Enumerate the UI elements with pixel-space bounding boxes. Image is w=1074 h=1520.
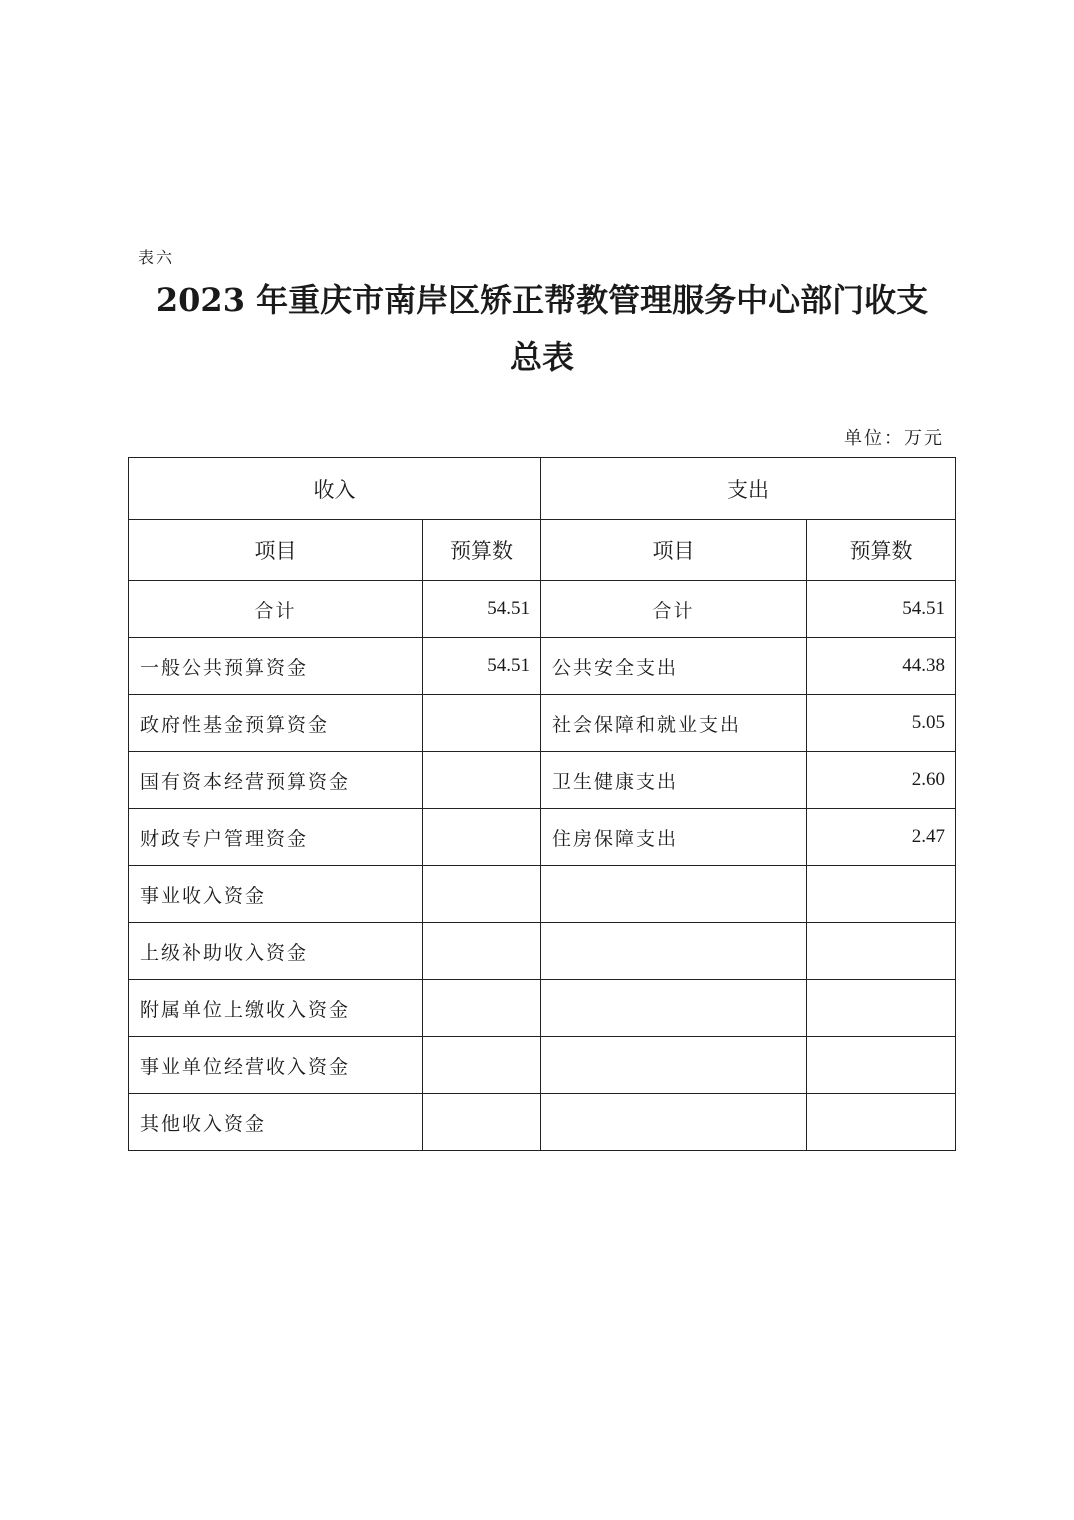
expense-value-cell: 2.60: [807, 752, 956, 809]
expense-value-cell: [807, 1094, 956, 1151]
income-total-label: 合计: [129, 581, 423, 638]
income-item-cell: 国有资本经营预算资金: [129, 752, 423, 809]
expense-item-cell: [541, 980, 807, 1037]
document-title-line2: 总表: [509, 338, 574, 376]
section-header-row: [129, 458, 956, 520]
expense-item-cell: [541, 866, 807, 923]
expense-item-cell: [541, 1037, 807, 1094]
income-item-cell: 附属单位上缴收入资金: [129, 980, 423, 1037]
total-row: [129, 581, 956, 638]
income-budget-column-header: 预算数: [423, 520, 541, 581]
table-row: [129, 1094, 956, 1151]
table-row: [129, 1037, 956, 1094]
income-item-cell: 事业单位经营收入资金: [129, 1037, 423, 1094]
table-label: 表六: [138, 248, 175, 267]
expense-total-value: 54.51: [807, 581, 956, 638]
expense-value-cell: [807, 1037, 956, 1094]
expense-item-cell: [541, 923, 807, 980]
expense-item-column-header: 项目: [541, 520, 807, 581]
income-item-cell: 上级补助收入资金: [129, 923, 423, 980]
expense-item-cell: 公共安全支出: [541, 638, 807, 695]
table-row: [129, 980, 956, 1037]
expense-section-header: 支出: [541, 458, 956, 520]
income-total-value: 54.51: [423, 581, 541, 638]
table-row: [129, 866, 956, 923]
table-row: [129, 752, 956, 809]
expense-budget-column-header: 预算数: [807, 520, 956, 581]
income-value-cell: [423, 695, 541, 752]
income-value-cell: [423, 1094, 541, 1151]
income-item-cell: 其他收入资金: [129, 1094, 423, 1151]
income-value-cell: [423, 980, 541, 1037]
unit-label: 单位：万元: [844, 428, 944, 449]
expense-value-cell: [807, 866, 956, 923]
income-value-cell: [423, 923, 541, 980]
expense-item-cell: 卫生健康支出: [541, 752, 807, 809]
expense-item-cell: [541, 1094, 807, 1151]
table-row: [129, 638, 956, 695]
income-value-cell: [423, 752, 541, 809]
income-item-cell: 财政专户管理资金: [129, 809, 423, 866]
expense-value-cell: 5.05: [807, 695, 956, 752]
budget-summary-table: [128, 457, 956, 1151]
expense-value-cell: [807, 980, 956, 1037]
income-item-cell: 事业收入资金: [129, 866, 423, 923]
table-row: [129, 923, 956, 980]
income-item-cell: 政府性基金预算资金: [129, 695, 423, 752]
expense-item-cell: 社会保障和就业支出: [541, 695, 807, 752]
income-item-cell: 一般公共预算资金: [129, 638, 423, 695]
expense-item-cell: 住房保障支出: [541, 809, 807, 866]
income-item-column-header: 项目: [129, 520, 423, 581]
document-title-line1: 2023 年重庆市南岸区矫正帮教管理服务中心部门收支: [155, 281, 929, 319]
income-value-cell: [423, 1037, 541, 1094]
expense-total-label: 合计: [541, 581, 807, 638]
column-header-row: [129, 520, 956, 581]
income-value-cell: [423, 809, 541, 866]
expense-value-cell: 2.47: [807, 809, 956, 866]
income-value-cell: 54.51: [423, 638, 541, 695]
expense-value-cell: [807, 923, 956, 980]
income-section-header: 收入: [129, 458, 541, 520]
table-row: [129, 695, 956, 752]
income-value-cell: [423, 866, 541, 923]
expense-value-cell: 44.38: [807, 638, 956, 695]
table-row: [129, 809, 956, 866]
